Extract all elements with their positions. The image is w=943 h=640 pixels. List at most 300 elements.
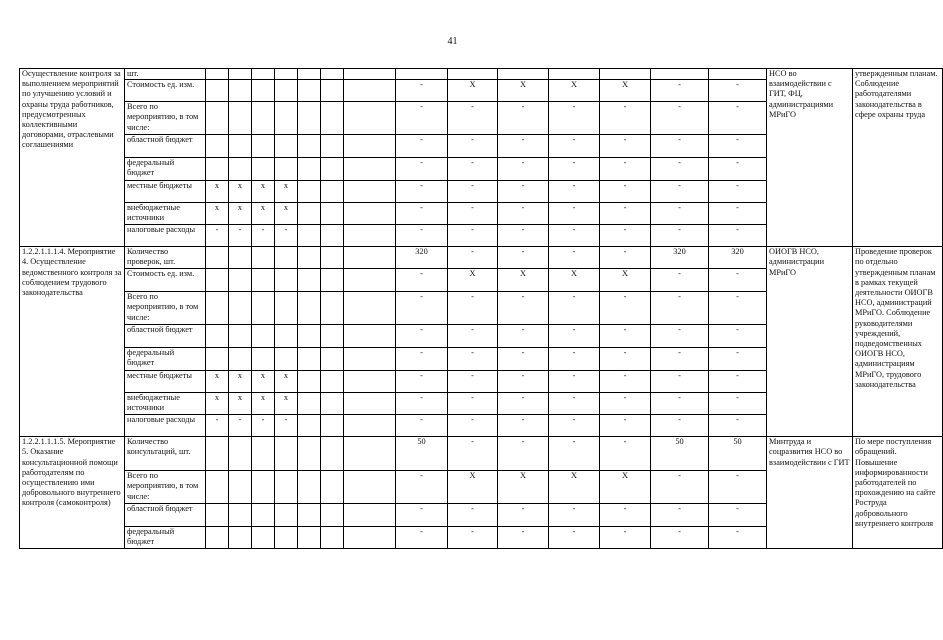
value-cell: -: [600, 135, 651, 158]
value-cell: -: [396, 393, 448, 415]
value-cell: X: [498, 471, 549, 504]
value-cell: -: [396, 181, 448, 203]
year-mark-cell: x: [206, 393, 229, 415]
empty-cell: [321, 437, 344, 471]
year-mark-cell: [229, 527, 252, 549]
value-cell: [344, 80, 396, 102]
empty-cell: [321, 69, 344, 80]
value-cell: -: [498, 437, 549, 471]
empty-cell: [298, 292, 321, 325]
empty-cell: [321, 80, 344, 102]
value-cell: -: [498, 393, 549, 415]
value-cell: -: [600, 102, 651, 135]
indicator-label-cell: местные бюджеты: [125, 371, 206, 393]
value-cell: -: [651, 348, 709, 371]
value-cell: -: [448, 325, 498, 348]
value-cell: -: [709, 393, 767, 415]
value-cell: -: [396, 158, 448, 181]
value-cell: -: [448, 102, 498, 135]
value-cell: -: [448, 437, 498, 471]
value-cell: -: [651, 158, 709, 181]
value-cell: -: [549, 348, 600, 371]
value-cell: -: [600, 415, 651, 437]
indicator-label-cell: Количество консультаций, шт.: [125, 437, 206, 471]
value-cell: [344, 135, 396, 158]
executor-cell: Минтруда и соцразвития НСО во взаимодействии с ГИТ: [767, 437, 853, 549]
indicator-label-cell: областной бюджет: [125, 135, 206, 158]
empty-cell: [321, 158, 344, 181]
value-cell: -: [651, 135, 709, 158]
year-mark-cell: -: [275, 415, 298, 437]
value-cell: -: [651, 102, 709, 135]
result-cell: Проведение проверок по отдельно утвержденным планам в рамках текущей деятельности ОИОГВ НСО, администраций МРиГО. Соблюдение руководителями учреждений, подведомственных ОИОГВ НСО, администрациям МРиГО, трудового законодательства: [853, 247, 943, 437]
value-cell: -: [709, 203, 767, 225]
value-cell: [344, 247, 396, 269]
year-mark-cell: [275, 102, 298, 135]
year-mark-cell: x: [252, 181, 275, 203]
empty-cell: [321, 527, 344, 549]
value-cell: [344, 371, 396, 393]
value-cell: -: [709, 471, 767, 504]
year-mark-cell: [275, 325, 298, 348]
value-cell: -: [709, 102, 767, 135]
value-cell: 50: [709, 437, 767, 471]
year-mark-cell: [275, 437, 298, 471]
program-table: [19, 68, 943, 549]
value-cell: -: [709, 415, 767, 437]
value-cell: -: [448, 203, 498, 225]
value-cell: [344, 348, 396, 371]
value-cell: -: [600, 437, 651, 471]
value-cell: -: [600, 203, 651, 225]
value-cell: [709, 69, 767, 80]
indicator-label-cell: федеральный бюджет: [125, 348, 206, 371]
empty-cell: [298, 247, 321, 269]
value-cell: 320: [396, 247, 448, 269]
value-cell: -: [396, 504, 448, 527]
year-mark-cell: [229, 325, 252, 348]
year-mark-cell: [275, 247, 298, 269]
year-mark-cell: [275, 158, 298, 181]
empty-cell: [321, 225, 344, 247]
empty-cell: [298, 203, 321, 225]
value-cell: -: [396, 325, 448, 348]
year-mark-cell: [206, 471, 229, 504]
empty-cell: [298, 69, 321, 80]
indicator-label-cell: Всего по мероприятию, в том числе:: [125, 292, 206, 325]
result-cell: По мере поступления обращений. Повышение информированности работодателей по прохождению на сайте Роструда добровольного внутреннего контроля: [853, 437, 943, 549]
year-mark-cell: [206, 437, 229, 471]
executor-cell: ОИОГВ НСО, администрации МРиГО: [767, 247, 853, 437]
empty-cell: [321, 325, 344, 348]
year-mark-cell: [229, 471, 252, 504]
value-cell: [651, 69, 709, 80]
empty-cell: [321, 348, 344, 371]
activity-title-cell: Осуществление контроля за выполнением мероприятий по улучшению условий и охраны труда работников, предусмотренных коллективными договорами, отраслевыми соглашениями: [20, 69, 125, 247]
value-cell: -: [709, 292, 767, 325]
value-cell: -: [498, 158, 549, 181]
value-cell: -: [651, 181, 709, 203]
empty-cell: [321, 292, 344, 325]
executor-cell: НСО во взаимодействии с ГИТ, ФЦ, администрациями МРиГО: [767, 69, 853, 247]
year-mark-cell: [275, 292, 298, 325]
year-mark-cell: x: [229, 393, 252, 415]
value-cell: -: [651, 80, 709, 102]
year-mark-cell: [252, 158, 275, 181]
year-mark-cell: [206, 135, 229, 158]
value-cell: -: [498, 181, 549, 203]
year-mark-cell: [229, 437, 252, 471]
year-mark-cell: [229, 80, 252, 102]
value-cell: -: [709, 181, 767, 203]
value-cell: [344, 471, 396, 504]
value-cell: -: [498, 203, 549, 225]
value-cell: -: [448, 247, 498, 269]
value-cell: -: [709, 158, 767, 181]
page-number: 41: [447, 36, 458, 47]
year-mark-cell: -: [252, 225, 275, 247]
year-mark-cell: [206, 247, 229, 269]
year-mark-cell: x: [206, 371, 229, 393]
year-mark-cell: x: [252, 203, 275, 225]
value-cell: -: [651, 393, 709, 415]
year-mark-cell: [252, 102, 275, 135]
empty-cell: [298, 80, 321, 102]
year-mark-cell: [252, 527, 275, 549]
value-cell: -: [600, 371, 651, 393]
value-cell: -: [448, 504, 498, 527]
year-mark-cell: [275, 69, 298, 80]
indicator-label-cell: внебюджетные источники: [125, 393, 206, 415]
year-mark-cell: [275, 269, 298, 292]
indicator-label-cell: налоговые расходы: [125, 415, 206, 437]
value-cell: -: [600, 504, 651, 527]
value-cell: -: [709, 348, 767, 371]
empty-cell: [321, 247, 344, 269]
year-mark-cell: [252, 348, 275, 371]
value-cell: [448, 69, 498, 80]
value-cell: X: [448, 471, 498, 504]
year-mark-cell: [206, 269, 229, 292]
year-mark-cell: [229, 269, 252, 292]
year-mark-cell: [206, 69, 229, 80]
value-cell: -: [600, 158, 651, 181]
year-mark-cell: -: [229, 225, 252, 247]
year-mark-cell: x: [206, 203, 229, 225]
value-cell: X: [448, 269, 498, 292]
year-mark-cell: [229, 102, 252, 135]
indicator-label-cell: шт.: [125, 69, 206, 80]
value-cell: [344, 203, 396, 225]
value-cell: -: [448, 158, 498, 181]
value-cell: -: [498, 348, 549, 371]
empty-cell: [298, 325, 321, 348]
value-cell: -: [549, 292, 600, 325]
value-cell: -: [549, 181, 600, 203]
value-cell: -: [396, 415, 448, 437]
year-mark-cell: [275, 471, 298, 504]
value-cell: 320: [709, 247, 767, 269]
value-cell: -: [448, 292, 498, 325]
empty-cell: [321, 269, 344, 292]
value-cell: -: [709, 269, 767, 292]
year-mark-cell: [206, 504, 229, 527]
empty-cell: [298, 527, 321, 549]
value-cell: X: [600, 471, 651, 504]
year-mark-cell: x: [275, 181, 298, 203]
value-cell: [344, 158, 396, 181]
value-cell: X: [549, 80, 600, 102]
value-cell: -: [549, 437, 600, 471]
year-mark-cell: [206, 325, 229, 348]
value-cell: -: [448, 415, 498, 437]
value-cell: -: [549, 393, 600, 415]
result-cell: утвержденным планам. Соблюдение работодателями законодательства в сфере охраны труда: [853, 69, 943, 247]
value-cell: [344, 181, 396, 203]
value-cell: -: [498, 135, 549, 158]
year-mark-cell: -: [206, 415, 229, 437]
value-cell: -: [498, 504, 549, 527]
year-mark-cell: -: [206, 225, 229, 247]
value-cell: [344, 504, 396, 527]
year-mark-cell: [206, 527, 229, 549]
value-cell: -: [498, 247, 549, 269]
value-cell: -: [498, 225, 549, 247]
value-cell: X: [600, 269, 651, 292]
empty-cell: [321, 471, 344, 504]
value-cell: -: [600, 247, 651, 269]
value-cell: 50: [651, 437, 709, 471]
empty-cell: [298, 269, 321, 292]
value-cell: -: [396, 269, 448, 292]
value-cell: [498, 69, 549, 80]
empty-cell: [321, 504, 344, 527]
value-cell: -: [709, 504, 767, 527]
value-cell: -: [651, 225, 709, 247]
value-cell: X: [498, 80, 549, 102]
table-row: [20, 69, 943, 80]
empty-cell: [321, 415, 344, 437]
indicator-label-cell: внебюджетные источники: [125, 203, 206, 225]
indicator-label-cell: Всего по мероприятию, в том числе:: [125, 102, 206, 135]
value-cell: -: [651, 471, 709, 504]
value-cell: -: [549, 158, 600, 181]
value-cell: -: [600, 292, 651, 325]
empty-cell: [298, 437, 321, 471]
year-mark-cell: -: [275, 225, 298, 247]
year-mark-cell: [229, 292, 252, 325]
value-cell: [344, 292, 396, 325]
value-cell: [344, 102, 396, 135]
year-mark-cell: [206, 80, 229, 102]
year-mark-cell: [275, 135, 298, 158]
empty-cell: [321, 181, 344, 203]
value-cell: X: [549, 269, 600, 292]
value-cell: [344, 269, 396, 292]
indicator-label-cell: Стоимость ед. изм.: [125, 80, 206, 102]
year-mark-cell: [252, 80, 275, 102]
year-mark-cell: [229, 135, 252, 158]
year-mark-cell: [229, 348, 252, 371]
value-cell: -: [448, 181, 498, 203]
empty-cell: [298, 471, 321, 504]
indicator-label-cell: областной бюджет: [125, 504, 206, 527]
value-cell: -: [600, 348, 651, 371]
year-mark-cell: [252, 504, 275, 527]
value-cell: -: [448, 135, 498, 158]
year-mark-cell: [252, 292, 275, 325]
value-cell: 50: [396, 437, 448, 471]
year-mark-cell: [206, 102, 229, 135]
empty-cell: [298, 102, 321, 135]
value-cell: -: [549, 504, 600, 527]
year-mark-cell: [229, 158, 252, 181]
value-cell: -: [651, 292, 709, 325]
year-mark-cell: x: [229, 181, 252, 203]
value-cell: -: [600, 181, 651, 203]
year-mark-cell: [275, 504, 298, 527]
value-cell: [549, 69, 600, 80]
indicator-label-cell: местные бюджеты: [125, 181, 206, 203]
value-cell: -: [549, 527, 600, 549]
year-mark-cell: [275, 80, 298, 102]
empty-cell: [298, 181, 321, 203]
activity-title-cell: 1.2.2.1.1.1.5. Мероприятие 5. Оказание консультационной помощи работодателям по осуществлению ими добровольного внутреннего контроля (самоконтроля): [20, 437, 125, 549]
empty-cell: [321, 135, 344, 158]
year-mark-cell: [252, 437, 275, 471]
value-cell: -: [498, 292, 549, 325]
value-cell: [600, 69, 651, 80]
value-cell: -: [709, 135, 767, 158]
empty-cell: [298, 393, 321, 415]
indicator-label-cell: федеральный бюджет: [125, 527, 206, 549]
value-cell: -: [396, 292, 448, 325]
year-mark-cell: [252, 325, 275, 348]
empty-cell: [321, 371, 344, 393]
value-cell: -: [651, 504, 709, 527]
year-mark-cell: [252, 69, 275, 80]
empty-cell: [298, 135, 321, 158]
value-cell: -: [396, 80, 448, 102]
value-cell: -: [600, 325, 651, 348]
value-cell: -: [498, 371, 549, 393]
empty-cell: [298, 158, 321, 181]
value-cell: X: [549, 471, 600, 504]
value-cell: -: [709, 527, 767, 549]
value-cell: -: [651, 371, 709, 393]
year-mark-cell: x: [275, 203, 298, 225]
year-mark-cell: [252, 269, 275, 292]
value-cell: [344, 437, 396, 471]
value-cell: -: [448, 393, 498, 415]
value-cell: -: [709, 225, 767, 247]
value-cell: -: [709, 371, 767, 393]
value-cell: X: [498, 269, 549, 292]
value-cell: [344, 393, 396, 415]
value-cell: -: [549, 135, 600, 158]
value-cell: [344, 69, 396, 80]
year-mark-cell: [275, 527, 298, 549]
year-mark-cell: x: [229, 203, 252, 225]
empty-cell: [321, 203, 344, 225]
value-cell: -: [549, 325, 600, 348]
value-cell: -: [448, 371, 498, 393]
indicator-label-cell: налоговые расходы: [125, 225, 206, 247]
value-cell: X: [448, 80, 498, 102]
value-cell: -: [396, 527, 448, 549]
empty-cell: [298, 504, 321, 527]
year-mark-cell: [252, 471, 275, 504]
value-cell: -: [549, 247, 600, 269]
year-mark-cell: [229, 247, 252, 269]
year-mark-cell: [229, 69, 252, 80]
value-cell: -: [396, 348, 448, 371]
indicator-label-cell: Всего по мероприятию, в том числе:: [125, 471, 206, 504]
value-cell: -: [709, 325, 767, 348]
year-mark-cell: x: [252, 371, 275, 393]
value-cell: -: [448, 348, 498, 371]
value-cell: -: [396, 371, 448, 393]
year-mark-cell: [229, 504, 252, 527]
value-cell: -: [396, 102, 448, 135]
year-mark-cell: [252, 135, 275, 158]
indicator-label-cell: федеральный бюджет: [125, 158, 206, 181]
indicator-label-cell: областной бюджет: [125, 325, 206, 348]
value-cell: -: [396, 471, 448, 504]
empty-cell: [321, 102, 344, 135]
value-cell: -: [498, 527, 549, 549]
value-cell: -: [448, 527, 498, 549]
value-cell: -: [651, 527, 709, 549]
empty-cell: [321, 393, 344, 415]
value-cell: -: [549, 102, 600, 135]
value-cell: X: [600, 80, 651, 102]
table-row: [20, 247, 943, 269]
value-cell: [344, 527, 396, 549]
activity-title-cell: 1.2.2.1.1.1.4. Мероприятие 4. Осуществление ведомственного контроля за соблюдением трудового законодательства: [20, 247, 125, 437]
table-row: [20, 437, 943, 471]
value-cell: -: [600, 527, 651, 549]
value-cell: -: [498, 325, 549, 348]
value-cell: [344, 415, 396, 437]
value-cell: -: [396, 135, 448, 158]
value-cell: -: [396, 203, 448, 225]
year-mark-cell: [275, 348, 298, 371]
value-cell: -: [651, 325, 709, 348]
year-mark-cell: x: [275, 371, 298, 393]
year-mark-cell: -: [229, 415, 252, 437]
year-mark-cell: x: [252, 393, 275, 415]
year-mark-cell: x: [206, 181, 229, 203]
value-cell: -: [448, 225, 498, 247]
year-mark-cell: [252, 247, 275, 269]
year-mark-cell: [206, 348, 229, 371]
value-cell: -: [549, 371, 600, 393]
value-cell: -: [549, 225, 600, 247]
empty-cell: [298, 225, 321, 247]
empty-cell: [298, 415, 321, 437]
empty-cell: [298, 348, 321, 371]
value-cell: -: [549, 203, 600, 225]
value-cell: -: [651, 203, 709, 225]
year-mark-cell: -: [252, 415, 275, 437]
value-cell: 320: [651, 247, 709, 269]
year-mark-cell: [206, 292, 229, 325]
empty-cell: [298, 371, 321, 393]
year-mark-cell: [206, 158, 229, 181]
value-cell: -: [600, 225, 651, 247]
year-mark-cell: x: [275, 393, 298, 415]
